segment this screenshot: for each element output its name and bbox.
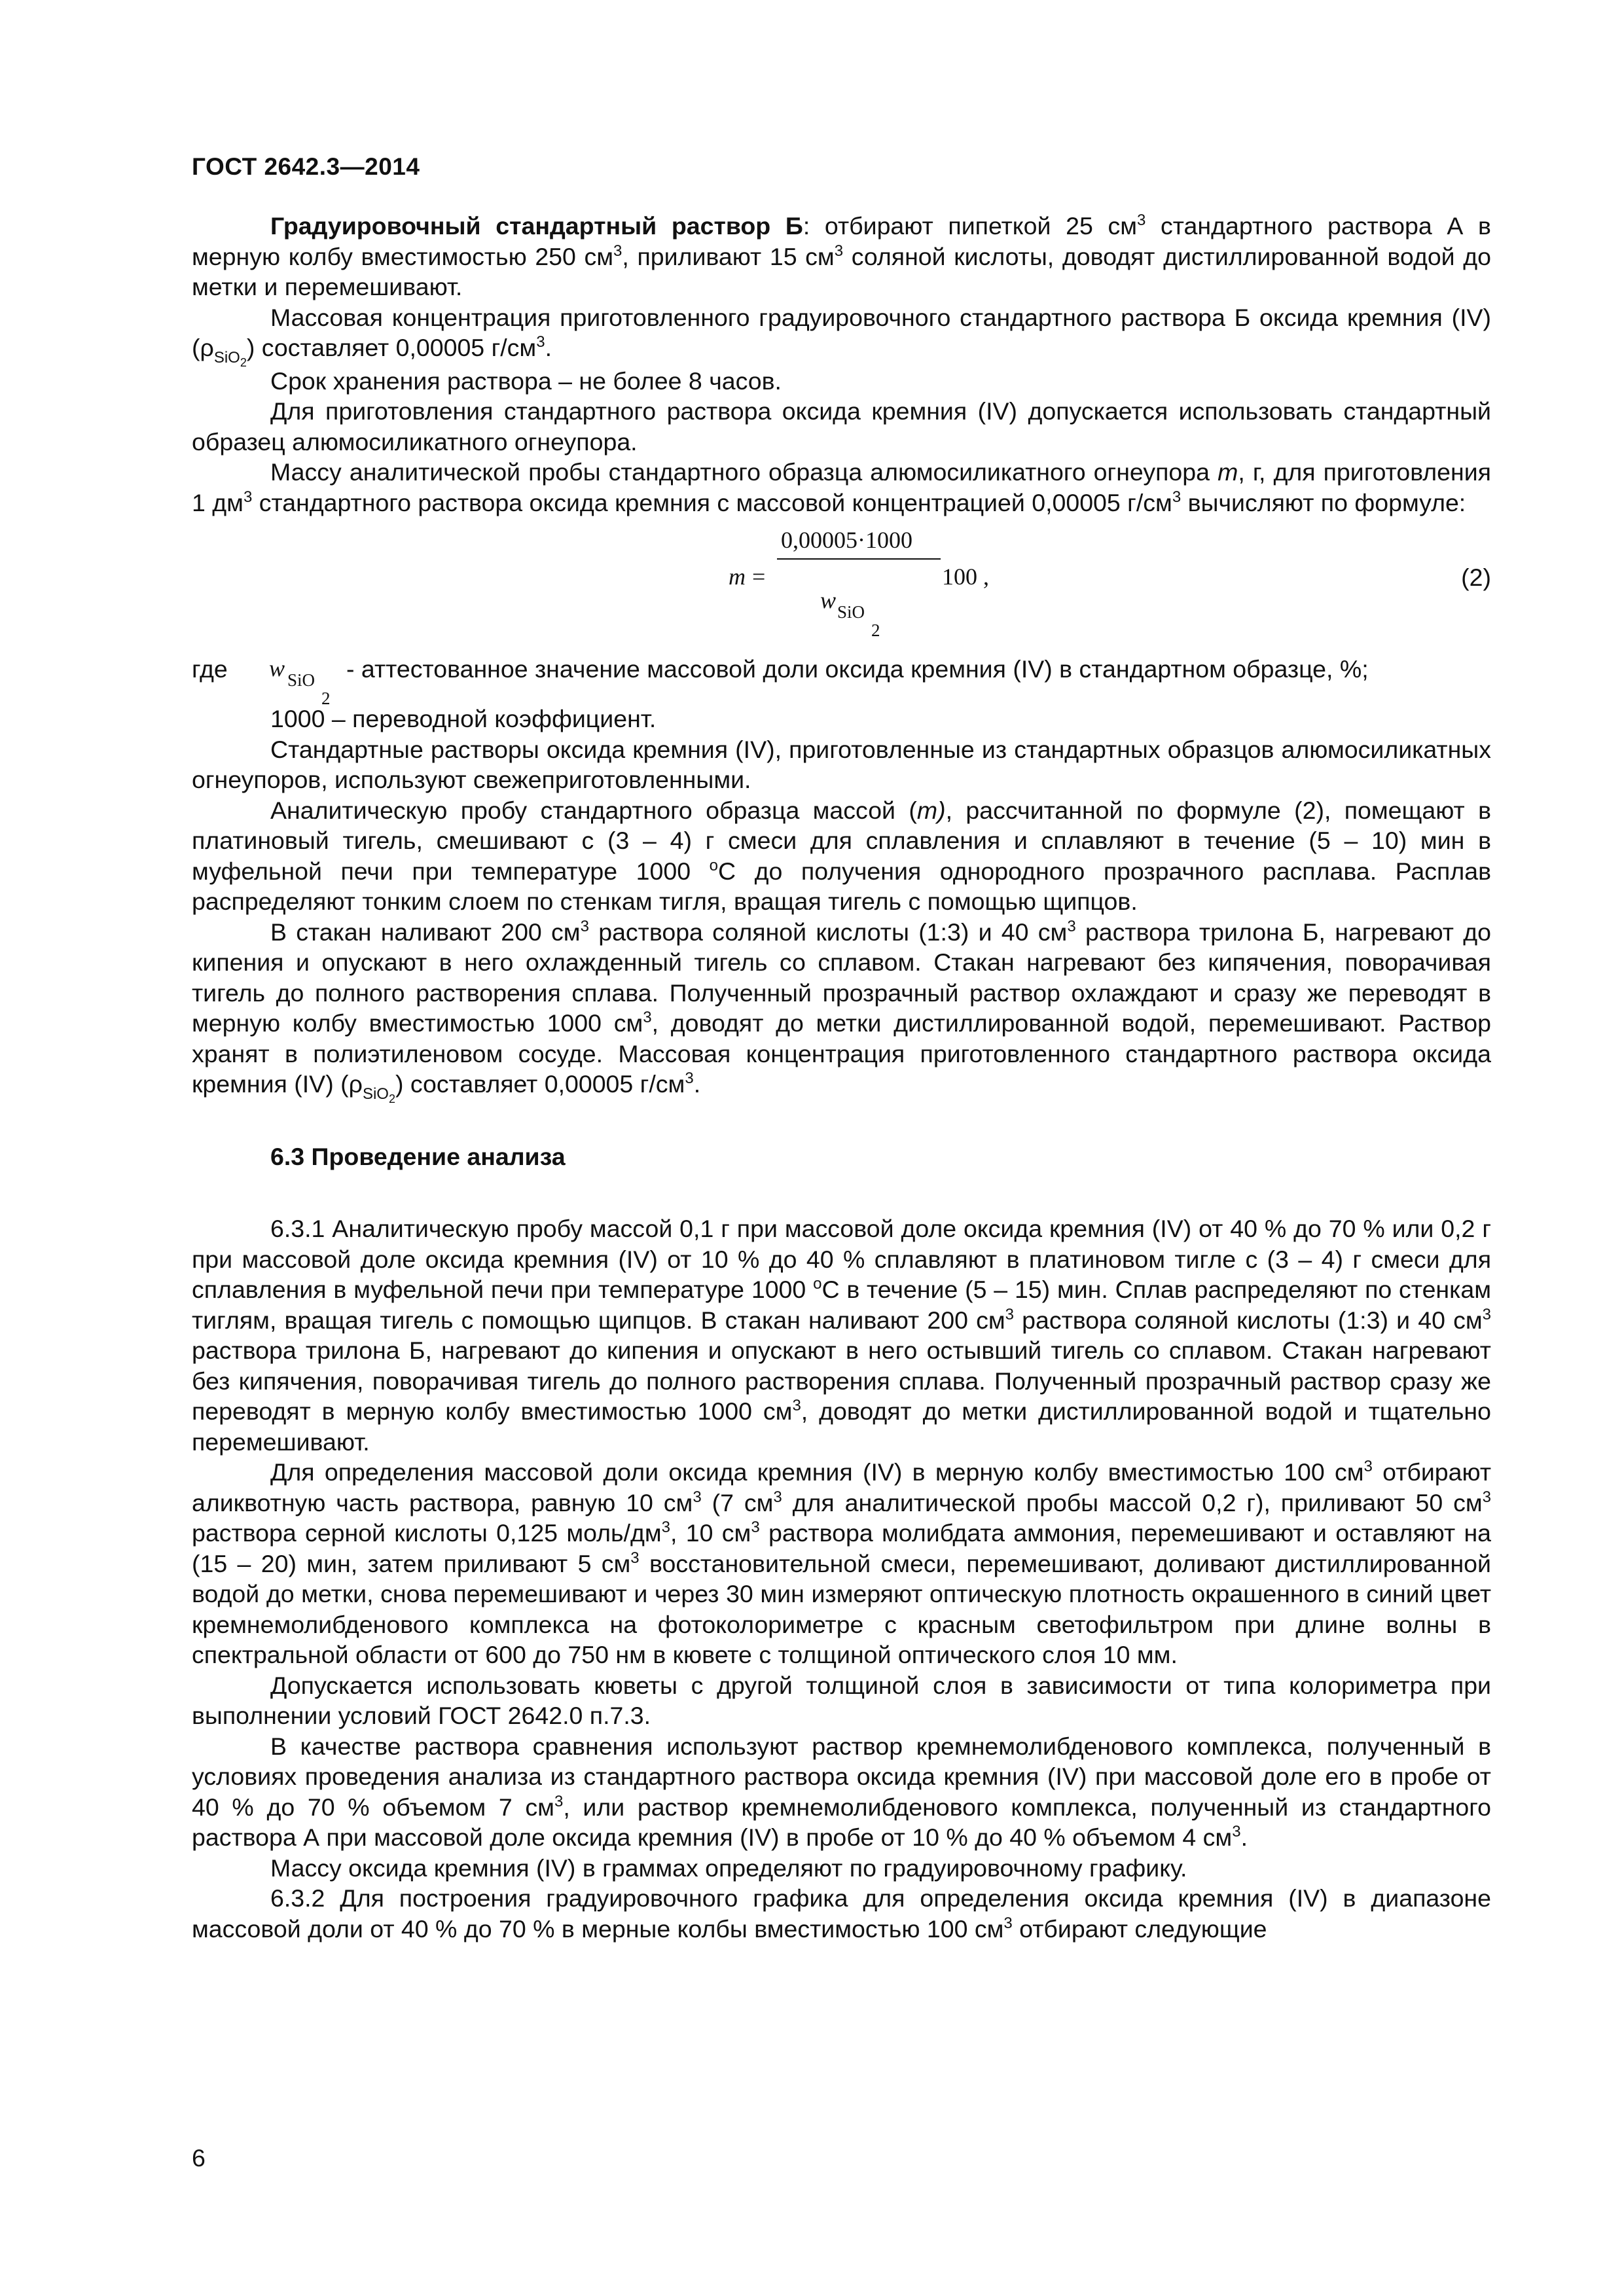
paragraph-measurement bbox=[192, 1457, 1491, 1670]
text: вычисляют по формуле: bbox=[1181, 488, 1466, 516]
superscript: 3 bbox=[1363, 1458, 1373, 1475]
paragraph-solution-b bbox=[192, 211, 1491, 302]
text: отбирают следующие bbox=[1012, 1914, 1267, 1943]
text: . bbox=[1240, 1823, 1248, 1851]
legend-w-2: 2 bbox=[321, 689, 331, 708]
text: (7 см bbox=[701, 1488, 774, 1516]
text: , рассчитанной по формуле (2), помещают в платиновый тигель, смешивают с (3 – 4) г смеси для сплавления и сплавляют в течение (5 – 10) мин в муфельной печи при температуре 1000 bbox=[192, 796, 1491, 885]
text: Массу аналитической пробы стандартного образца алюмосиликатного огнеупора bbox=[270, 458, 1218, 486]
text: , г, для приготовления 1 дм bbox=[192, 458, 1491, 516]
superscript: 3 bbox=[661, 1518, 671, 1536]
superscript: 3 bbox=[1067, 917, 1076, 935]
superscript: 3 bbox=[1005, 1305, 1014, 1323]
superscript: 3 bbox=[773, 1488, 782, 1506]
paragraph-coefficient: 1000 – переводной коэффициент. bbox=[270, 705, 657, 732]
superscript: 3 bbox=[554, 1792, 564, 1810]
fraction-bar bbox=[777, 558, 941, 560]
variable-m: m) bbox=[916, 796, 946, 824]
paragraph-fresh-solutions: Стандартные растворы оксида кремния (IV), приготовленные из стандартных образцов алюмосиликатных огнеупоров, используют свежеприготовленными. bbox=[192, 735, 1491, 793]
text: раствора соляной кислоты (1:3) и 40 см bbox=[1013, 1306, 1483, 1334]
superscript: 3 bbox=[792, 1397, 801, 1414]
text: С до получения однородного прозрачного расплава. Расплав распределяют тонким слоем по стенкам тигля, вращая тигель с помощью щипцов. bbox=[192, 857, 1491, 915]
text: . bbox=[693, 1070, 701, 1098]
text: ) составляет 0,00005 г/см bbox=[395, 1070, 685, 1098]
formula-denominator-2: 2 bbox=[871, 620, 880, 640]
superscript: 3 bbox=[1172, 488, 1182, 506]
formula-number: (2) bbox=[1461, 564, 1491, 591]
formula-multiplier: 100 , bbox=[942, 564, 989, 590]
text: Аналитическую пробу стандартного образца массой ( bbox=[270, 796, 917, 824]
formula-legend bbox=[192, 654, 1491, 708]
document-body bbox=[192, 211, 1491, 1944]
text: ) составляет 0,00005 г/см bbox=[246, 334, 537, 361]
text: раствора трилона Б, нагревают до кипения и опускают в него охлажденный тигель со сплавом. Стакан нагревают без кипячения, поворачивая тигель до полного растворения сплава. Полученный прозрачный раствор охлаждают и сразу же переводят в мерную колбу вместимостью 1000 см bbox=[192, 918, 1491, 1037]
text: , приливают 15 см bbox=[622, 242, 835, 270]
text: , доводят до метки дистиллированной водой, перемешивают. Раствор хранят в полиэтиленовом сосуде. Массовая концентрация приготовленного стандартного раствора оксида кремния (IV) (ρ bbox=[192, 1009, 1491, 1098]
text: 6.3.2 Для построения градуировочного графика для определения оксида кремния (IV) в диапазоне массовой доли от 40 % до 70 % в мерные колбы вместимостью 100 см bbox=[192, 1884, 1491, 1943]
formula-lhs: m bbox=[729, 564, 746, 590]
text: , доводят до метки дистиллированной водой и тщательно перемешивают. bbox=[192, 1397, 1491, 1456]
superscript: 3 bbox=[693, 1488, 702, 1506]
text: раствора соляной кислоты (1:3) и 40 см bbox=[588, 918, 1068, 946]
text: : отбирают пипеткой 25 см bbox=[803, 212, 1137, 240]
text: восстановительной смеси, перемешивают, доливают дистиллированной водой до метки, снова перемешивают и через 30 мин измеряют оптическую плотность окрашенного в синий цвет кремнемолибденового комплекса на фотоколориметре с красным светофильтром при длине волны в спектральной области от 600 до 750 нм в кювете с толщиной оптического слоя 10 мм. bbox=[192, 1549, 1491, 1668]
paragraph-reference-solution bbox=[192, 1731, 1491, 1853]
legend-w-sub: SiO bbox=[287, 670, 316, 690]
term-bold: Градуировочный стандартный раствор Б bbox=[270, 212, 803, 240]
paragraph-fusion bbox=[192, 795, 1491, 917]
text: , 10 см bbox=[670, 1519, 751, 1547]
superscript: 3 bbox=[834, 242, 844, 260]
superscript: 3 bbox=[1137, 211, 1146, 229]
text: для аналитической пробы массой 0,2 г), приливают 50 см bbox=[782, 1488, 1483, 1516]
superscript: 3 bbox=[751, 1518, 760, 1536]
degree-mark: o bbox=[813, 1275, 822, 1293]
paragraph-mass-formula-intro bbox=[192, 457, 1491, 518]
paragraph-reference-sample: Для приготовления стандартного раствора оксида кремния (IV) допускается использовать стандартный образец алюмосиликатного огнеупора. bbox=[192, 397, 1491, 456]
legend-w: w bbox=[269, 655, 285, 681]
text: Массовая концентрация приготовленного градуировочного стандартного раствора Б оксида кремния (IV) (ρ bbox=[192, 303, 1491, 361]
text: , или раствор кремнемолибденового комплекса, полученный из стандартного раствора А при массовой доле оксида кремния (IV) в пробе от 10 % до 40 % объемом 4 см bbox=[192, 1793, 1491, 1851]
formula-denominator-w: w bbox=[820, 587, 837, 613]
formula-denominator-sub: SiO bbox=[837, 602, 865, 622]
superscript: 3 bbox=[630, 1549, 640, 1567]
degree-mark: o bbox=[709, 856, 718, 874]
superscript: 3 bbox=[613, 242, 623, 260]
superscript: 3 bbox=[1482, 1305, 1491, 1323]
superscript: 3 bbox=[643, 1009, 652, 1026]
text: В стакан наливают 200 см bbox=[270, 918, 581, 946]
text: раствора молибдата аммония, перемешивают и оставляют на (15 – 20) мин, затем приливают 5 см bbox=[192, 1519, 1492, 1577]
text: С в течение (5 – 15) мин. Сплав распределяют по стенкам тиглям, вращая тигель с помощью щипцов. В стакан наливают 200 см bbox=[192, 1276, 1491, 1334]
paragraph-dissolution bbox=[192, 917, 1491, 1105]
text: В качестве раствора сравнения используют раствор кремнемолибденового комплекса, полученный в условиях проведения анализа из стандартного раствора оксида кремния (IV) при массовой доле его в пробе от 40 % до 70 % объемом 7 см bbox=[192, 1732, 1491, 1821]
superscript: 3 bbox=[1482, 1488, 1491, 1506]
subscript: SiO2 bbox=[213, 349, 247, 369]
text: стандартного раствора А в мерную колбу вместимостью 250 см bbox=[192, 212, 1491, 270]
text: . bbox=[545, 334, 552, 361]
paragraph-6-3-2 bbox=[192, 1883, 1491, 1944]
paragraph-6-3-1 bbox=[192, 1213, 1491, 1457]
paragraph-storage: Срок хранения раствора – не более 8 часов. bbox=[270, 367, 782, 395]
text: отбирают аликвотную часть раствора, равную 10 см bbox=[192, 1458, 1491, 1516]
text: стандартного раствора оксида кремния с массовой концентрацией 0,00005 г/см bbox=[252, 488, 1172, 516]
superscript: 3 bbox=[685, 1069, 694, 1087]
superscript: 3 bbox=[536, 333, 545, 351]
formula-2 bbox=[192, 522, 1491, 640]
document-header: ГОСТ 2642.3—2014 bbox=[192, 153, 420, 180]
text: раствора трилона Б, нагревают до кипения и опускают в него остывший тигель со сплавом. Стакан нагревают без кипячения, поворачивая тигель до полного растворения сплава. Полученный прозрачный раствор сразу же переводят в мерную колбу вместимостью 1000 см bbox=[192, 1336, 1491, 1425]
formula-equals: = bbox=[752, 564, 766, 590]
text: раствора серной кислоты 0,125 моль/дм bbox=[192, 1519, 662, 1547]
superscript: 3 bbox=[243, 488, 253, 506]
where-label: где bbox=[192, 655, 228, 683]
text: 6.3.1 Аналитическую пробу массой 0,1 г при массовой доле оксида кремния (IV) от 40 % до 70 % или 0,2 г при массовой доле оксида кремния (IV) от 10 % до 40 % сплавляют в платиновом тигле с (3 – 4) г смеси для сплавления в муфельной печи при температуре 1000 bbox=[192, 1215, 1491, 1303]
legend-w-text: - аттестованное значение массовой доли оксида кремния (IV) в стандартном образце, %; bbox=[346, 655, 1369, 683]
superscript: 3 bbox=[1003, 1914, 1013, 1932]
page-number: 6 bbox=[192, 2144, 206, 2172]
paragraph-concentration bbox=[192, 302, 1491, 369]
paragraph-cuvettes: Допускается использовать кюветы с другой толщиной слоя в зависимости от типа колориметра при выполнении условий ГОСТ 2642.0 п.7.3. bbox=[192, 1671, 1491, 1729]
superscript: 3 bbox=[580, 917, 589, 935]
section-heading: 6.3 Проведение анализа bbox=[270, 1142, 566, 1170]
formula-numerator: 0,00005·1000 bbox=[781, 527, 912, 553]
paragraph-calibration-graph: Массу оксида кремния (IV) в граммах определяют по градуировочному графику. bbox=[270, 1854, 1187, 1882]
variable-m: m bbox=[1218, 458, 1238, 486]
text: Для определения массовой доли оксида кремния (IV) в мерную колбу вместимостью 100 см bbox=[270, 1458, 1364, 1486]
text: соляной кислоты, доводят дистиллированной водой до метки и перемешивают. bbox=[192, 242, 1491, 300]
subscript: SiO2 bbox=[362, 1085, 395, 1105]
superscript: 3 bbox=[1232, 1823, 1241, 1840]
